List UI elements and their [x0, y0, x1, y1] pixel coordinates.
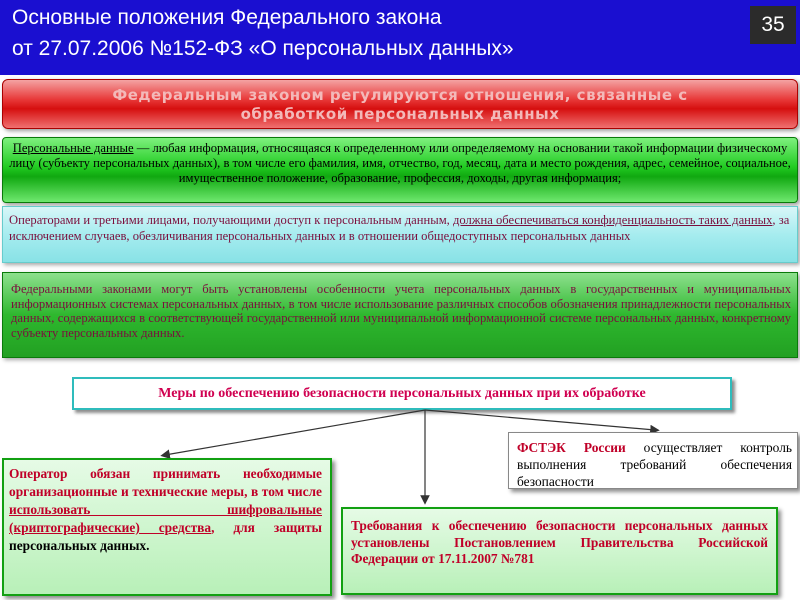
confidentiality-emphasis: должна обеспечиваться конфиденциальность таких данных [452, 213, 773, 227]
operator-part3: , для защиты [211, 520, 322, 535]
confidentiality-box [2, 206, 798, 263]
fstek-control-box [508, 432, 798, 489]
requirements-box [341, 507, 778, 595]
banner-line1: Федеральным законом регулируются отношения, связанные с [112, 86, 688, 104]
federal-laws-box [2, 272, 798, 358]
federal-laws-text: Федеральными законами могут быть установлены особенности учета персональных данных в государственных и муниципальных информационных системах персональных данных, в том числе использование различных способов обозначения принадлежности персональных данных, содержащихся в соответствующей государственной или муниципальной информационной системе персональных данных, конкретному субъекту персональных данных. [11, 282, 791, 340]
definition-text: — любая информация, относящаяся к определенному или определяемому на основании такой информации физическому лицу (субъекту персональных данных), в том числе его фамилия, имя, отчество, год, месяц, дата и место рождения, адрес, семейное, социальное, имущественное положение, образование, профессия, доходы, другая информация; [9, 141, 791, 185]
confidentiality-part1: Операторами и третьими лицами, получающими доступ к персональным данным, [9, 213, 453, 227]
slide-title-line2: от 27.07.2006 №152-ФЗ «О персональных данных» [12, 37, 514, 60]
security-measures-heading: Меры по обеспечению безопасности персональных данных при их обработке [72, 377, 732, 410]
slide-title-line1: Основные положения Федерального закона [12, 6, 442, 29]
connector-right [425, 410, 655, 430]
operator-crypto: использовать шифровальные (криптографические) средства [9, 502, 322, 535]
fstek-name: ФСТЭК России [517, 440, 626, 455]
regulation-banner [2, 79, 798, 129]
fstek-text: осуществляет контроль выполнения требований обеспечения безопасности [517, 440, 792, 489]
confidentiality-part3: , за исключением случаев, обезличивания персональных данных и в отношении общедоступных персональных данных [9, 213, 790, 243]
connector-left [165, 410, 425, 455]
personal-data-definition [2, 137, 798, 203]
operator-obligation-box [2, 458, 332, 596]
slide-number: 35 [750, 6, 796, 44]
operator-part1: Оператор обязан принимать необходимые организационные и технические меры, в том числе [9, 466, 322, 499]
operator-part4: персональных данных. [9, 538, 150, 553]
requirements-text: Требования к обеспечению безопасности персональных данных установлены Постановлением Правительства Российской Федерации от 17.11.2007 №781 [351, 518, 768, 566]
banner-line2: обработкой персональных данных [240, 105, 560, 123]
definition-term: Персональные данные [12, 141, 134, 155]
